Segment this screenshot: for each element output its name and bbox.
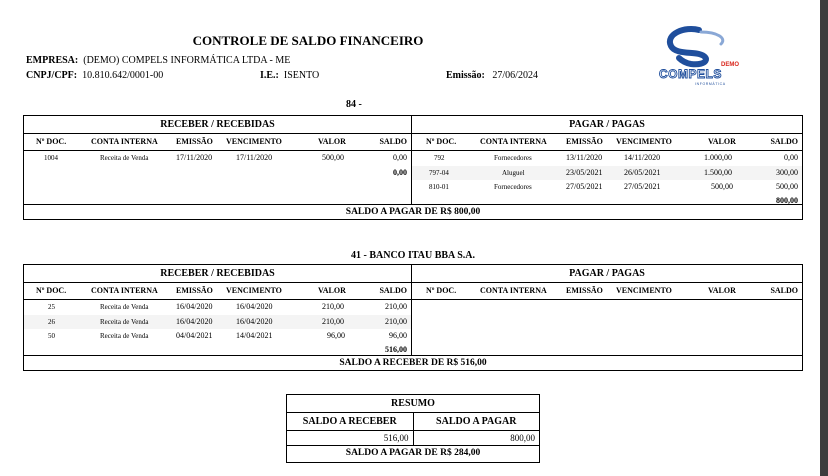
cell-emissao: 04/04/2021 [176, 331, 213, 340]
cell-emissao: 13/11/2020 [566, 153, 603, 162]
bank-title: 84 - [346, 99, 362, 110]
ie-line [260, 70, 319, 81]
logo-tagline: INFORMÁTICA [695, 82, 726, 86]
cell-conta: Fornecedores [494, 154, 532, 162]
table-row [412, 151, 802, 166]
bank-balance: SALDO A RECEBER DE R$ 516,00 [24, 355, 802, 370]
col-valor: VALOR [318, 286, 346, 295]
col-vencimento: VENCIMENTO [226, 137, 282, 146]
logo-badge: DEMO [721, 62, 739, 68]
cell-vencimento: 27/05/2021 [624, 182, 661, 191]
empresa-value: (DEMO) COMPELS INFORMÁTICA LTDA - ME [83, 55, 291, 66]
cell-valor: 1.000,00 [704, 153, 732, 162]
cell-emissao: 16/04/2020 [176, 316, 213, 326]
table-row [412, 180, 802, 195]
emissao-label: Emissão: [446, 70, 485, 81]
receber-column-headers [24, 283, 411, 300]
cell-valor: 500,00 [711, 182, 733, 191]
col-doc: Nº DOC. [36, 286, 67, 295]
emissao-value: 27/06/2024 [492, 70, 538, 81]
pagar-title: PAGAR / PAGAS [412, 116, 802, 134]
table-row [412, 166, 802, 181]
col-emissao: EMISSÃO [566, 137, 603, 146]
logo-text: COMPELS [659, 67, 722, 81]
cell-doc: 26 [48, 317, 55, 326]
compels-logo [655, 24, 745, 86]
ie-label: I.E.: [260, 70, 279, 81]
resumo-headers [287, 413, 539, 431]
cell-valor: 1.500,00 [704, 167, 732, 177]
bank-balance: SALDO A PAGAR DE R$ 800,00 [24, 204, 802, 219]
col-valor: VALOR [708, 137, 736, 146]
col-saldo: SALDO [770, 137, 798, 146]
cell-valor: 96,00 [327, 331, 345, 340]
cell-conta: Aluguel [502, 168, 525, 177]
col-vencimento: VENCIMENTO [616, 137, 672, 146]
cell-vencimento: 14/11/2020 [624, 153, 661, 162]
cell-emissao: 17/11/2020 [176, 153, 213, 162]
resumo-values [287, 431, 539, 446]
cell-conta: Receita de Venda [100, 303, 149, 311]
resumo-pagar-value: 800,00 [510, 433, 535, 443]
cell-doc: 50 [48, 332, 55, 340]
resumo-box [286, 394, 540, 463]
cell-conta: Receita de Venda [100, 332, 149, 340]
col-emissao: EMISSÃO [176, 286, 213, 295]
col-saldo: SALDO [379, 137, 407, 146]
cell-saldo: 0,00 [393, 153, 407, 162]
cnpj-value: 10.810.642/0001-00 [82, 70, 164, 81]
receber-title: RECEBER / RECEBIDAS [24, 116, 411, 134]
pagar-title: PAGAR / PAGAS [412, 265, 802, 283]
col-conta: CONTA INTERNA [91, 286, 158, 295]
bank-section [23, 115, 803, 220]
cell-doc: 25 [48, 303, 55, 311]
cell-emissao: 27/05/2021 [566, 182, 603, 191]
cell-doc: 797-04 [429, 168, 449, 177]
col-saldo: SALDO [770, 286, 798, 295]
pagar-total: 800,00 [776, 195, 798, 205]
col-vencimento: VENCIMENTO [616, 286, 672, 295]
col-vencimento: VENCIMENTO [226, 286, 282, 295]
cell-doc: 792 [434, 154, 445, 162]
cnpj-label: CNPJ/CPF: [26, 70, 78, 81]
resumo-title: RESUMO [287, 395, 539, 413]
resumo-receber-value: 516,00 [287, 431, 414, 445]
cell-saldo: 210,00 [385, 302, 407, 311]
table-row [24, 315, 411, 330]
cell-conta: Receita de Venda [100, 317, 149, 326]
empresa-label: EMPRESA: [26, 55, 79, 66]
emissao-line [446, 70, 538, 81]
col-valor: VALOR [708, 286, 736, 295]
cell-emissao: 16/04/2020 [176, 302, 213, 311]
receber-title: RECEBER / RECEBIDAS [24, 265, 411, 283]
viewer-edge [820, 0, 828, 476]
col-emissao: EMISSÃO [176, 137, 213, 146]
col-saldo: SALDO [379, 286, 407, 295]
pagar-column-headers [412, 283, 802, 300]
col-valor: VALOR [318, 137, 346, 146]
cell-saldo: 0,00 [784, 153, 798, 162]
cell-vencimento: 26/05/2021 [624, 167, 661, 177]
ie-value: ISENTO [283, 70, 320, 81]
col-doc: Nº DOC. [36, 137, 67, 146]
table-row [24, 300, 411, 315]
col-conta: CONTA INTERNA [91, 137, 158, 146]
table-row [24, 151, 411, 166]
col-conta: CONTA INTERNA [480, 137, 547, 146]
receber-total: 0,00 [393, 167, 407, 177]
cell-valor: 500,00 [322, 153, 344, 162]
col-doc: Nº DOC. [426, 137, 457, 146]
col-emissao: EMISSÃO [566, 286, 603, 295]
bank-section [23, 264, 803, 371]
cell-saldo: 210,00 [385, 316, 407, 326]
resumo-receber-label: SALDO A RECEBER [287, 413, 414, 430]
cell-saldo: 300,00 [776, 167, 798, 177]
bank-title: 41 - BANCO ITAU BBA S.A. [351, 250, 475, 261]
cell-vencimento: 17/11/2020 [236, 153, 273, 162]
resumo-pagar-label: SALDO A PAGAR [436, 416, 517, 427]
receber-column-headers [24, 134, 411, 151]
cell-vencimento: 16/04/2020 [236, 316, 273, 326]
pagar-column-headers [412, 134, 802, 151]
cell-doc: 1004 [44, 154, 58, 162]
cnpj-line [26, 70, 163, 81]
cell-vencimento: 14/04/2021 [236, 331, 273, 340]
cell-vencimento: 16/04/2020 [236, 302, 273, 311]
resumo-balance: SALDO A PAGAR DE R$ 284,00 [345, 448, 481, 458]
cell-saldo: 500,00 [776, 182, 798, 191]
cell-conta: Fornecedores [494, 183, 532, 191]
table-row [24, 329, 411, 344]
col-conta: CONTA INTERNA [480, 286, 547, 295]
cell-emissao: 23/05/2021 [566, 167, 603, 177]
cell-doc: 810-01 [429, 183, 449, 191]
cell-conta: Receita de Venda [100, 154, 149, 162]
report-title: CONTROLE DE SALDO FINANCEIRO [192, 33, 424, 48]
empresa-line [26, 55, 290, 66]
cell-saldo: 96,00 [389, 331, 407, 340]
cell-valor: 210,00 [322, 302, 344, 311]
col-doc: Nº DOC. [426, 286, 457, 295]
receber-total: 516,00 [385, 344, 407, 354]
cell-valor: 210,00 [322, 316, 344, 326]
